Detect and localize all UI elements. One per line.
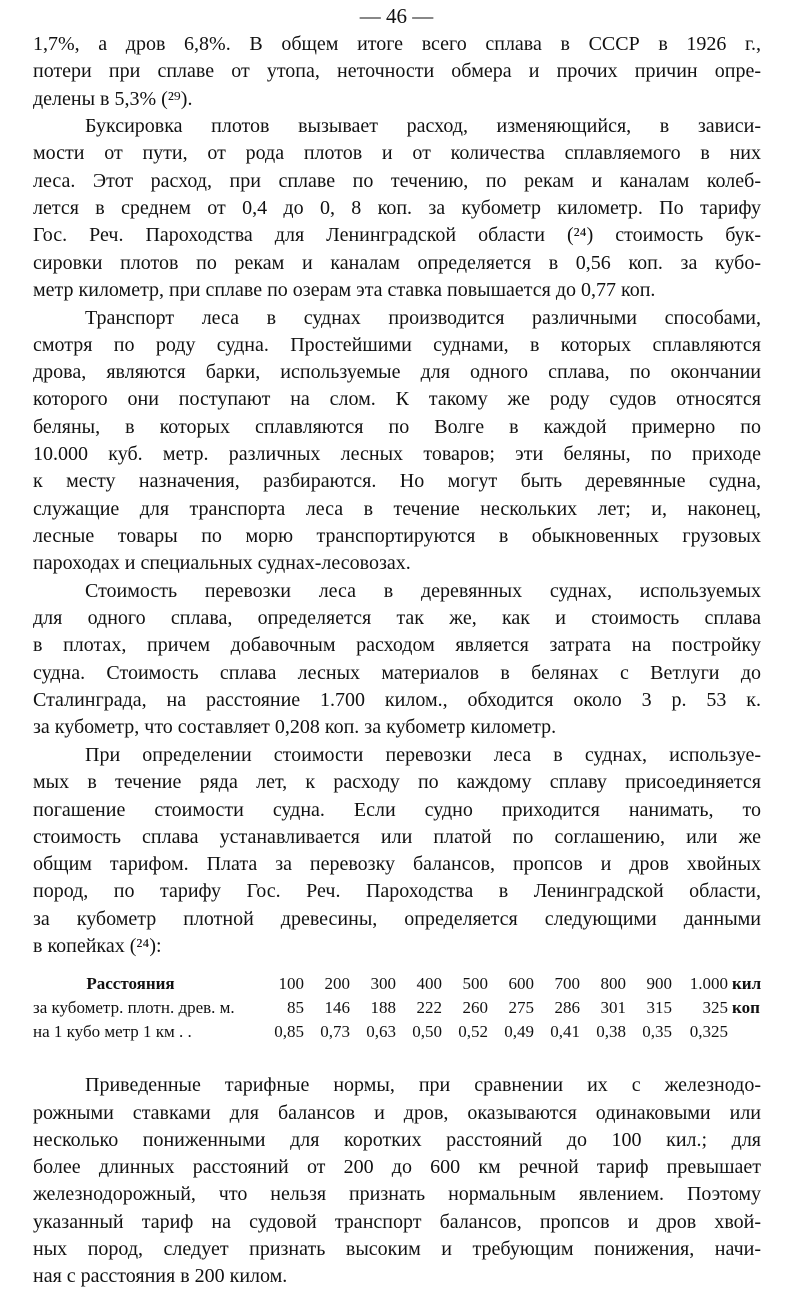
text-line: 1,7%, а дров 6,8%. В общем итоге всего сплава в СССР в 1926 г.,	[33, 33, 761, 55]
text-line: ных пород, следует признать высоким и требующим понижения, начи-	[33, 1238, 761, 1261]
paragraphs-bottom	[33, 1072, 761, 1290]
text-line: общим тарифом. Плата за перевозку балансов, пропсов и дров хвойных	[33, 853, 761, 876]
table-row-label: за кубометр. плотн. древ. м.	[33, 998, 235, 1018]
text-line: мых в течение ряда лет, к расходу по каждому сплаву присоединяется	[33, 771, 761, 794]
paragraph	[33, 113, 761, 304]
page-number: — 46 —	[359, 4, 434, 28]
text-line: для одного сплава, определяется так же, как и стоимость сплава	[33, 607, 761, 630]
text-line: пароходах и специальных суднах-лесовозах.	[33, 552, 411, 575]
table-cell: 900	[646, 974, 672, 994]
text-line: железнодорожный, что нельзя признать нормальным явлением. Поэтому	[33, 1183, 761, 1206]
table-cell: 325	[702, 998, 728, 1018]
text-line: лесные товары по морю транспортируются в обыкновенных грузовых	[33, 524, 761, 547]
table-cell: 1.000	[689, 974, 728, 994]
table-cell: 146	[324, 998, 350, 1018]
table-cell: 0,52	[458, 1022, 488, 1042]
paragraph	[33, 305, 761, 578]
table-header-cells	[258, 972, 728, 996]
table-cell: 301	[600, 998, 626, 1018]
table-cell: 800	[600, 974, 626, 994]
table-header-row	[33, 972, 761, 996]
paragraph	[33, 1072, 761, 1290]
table-cell: 600	[508, 974, 534, 994]
table-header-label: Расстояния	[86, 974, 175, 994]
text-line: ная с расстояния в 200 килом.	[33, 1265, 288, 1288]
text-line: леса. Этот расход, при сплаве по течению, по рекам и каналам колеб-	[33, 169, 761, 192]
table-cell: 260	[462, 998, 488, 1018]
text-line: При определении стоимости перевозки леса в суднах, используе-	[85, 743, 761, 766]
text-line: в копейках (²⁴):	[33, 934, 162, 957]
table-row	[33, 996, 761, 1020]
paragraphs-top	[33, 31, 761, 960]
text-line: Гос. Реч. Пароходства для Ленинградской области (²⁴) стоимость бук-	[33, 224, 761, 247]
paragraph	[33, 742, 761, 960]
table-cell: 0,50	[412, 1022, 442, 1042]
text-line: метр километр, при сплаве по озерам эта ставка повышается до 0,77 коп.	[33, 278, 656, 301]
text-line: мости от пути, от рода плотов и от количества сплавляемого в них	[33, 142, 761, 165]
table-cell: 300	[370, 974, 396, 994]
tariff-table	[33, 972, 761, 1044]
table-row-cells	[258, 1020, 728, 1044]
text-line: стоимость сплава устанавливается или платой по соглашению, или же	[33, 825, 761, 848]
table-cell: 85	[287, 998, 304, 1018]
text-line: в плотах, причем добавочным расходом является затрата на постройку	[33, 634, 761, 657]
text-line: служащие для транспорта леса в течение нескольких лет; и, наконец,	[33, 497, 761, 520]
table-row	[33, 1020, 761, 1044]
table-row-unit	[728, 1020, 732, 1044]
table-cell: 275	[508, 998, 534, 1018]
text-line: дрова, являются барки, используемые для одного сплава, по окончании	[33, 361, 761, 384]
paragraph	[33, 578, 761, 742]
text-line: которого они поступают на слом. К такому же роду судов относятся	[33, 388, 761, 411]
text-line: Сталинграда, на расстояние 1.700 килом., обходится около 3 р. 53 к.	[33, 689, 761, 712]
table-cell: 400	[416, 974, 442, 994]
table-header-unit: кил	[732, 974, 762, 994]
table-cell: 200	[324, 974, 350, 994]
table-row-unit: коп	[732, 998, 760, 1018]
text-line: смотря по роду судна. Простейшими суднами, в которых сплавляются	[33, 333, 761, 356]
text-line: делены в 5,3% (²⁹).	[33, 87, 193, 110]
table-cell: 0,73	[320, 1022, 350, 1042]
text-line: судна. Стоимость сплава лесных материалов в белянах с Ветлуги до	[33, 661, 761, 684]
table-row-label: на 1 кубо метр 1 км . .	[33, 1022, 192, 1042]
text-line: Транспорт леса в суднах производится различными способами,	[85, 306, 761, 329]
text-line: к месту назначения, разбираются. Но могут быть деревянные судна,	[33, 470, 761, 493]
text-line: сировки плотов по рекам и каналам определяется в 0,56 коп. за кубо-	[33, 251, 761, 274]
text-line: рожными ставками для балансов и дров, оказываются одинаковыми или	[33, 1101, 761, 1124]
text-line: пород, по тарифу Гос. Реч. Пароходства в Ленинградской области,	[33, 880, 761, 903]
table-cell: 0,41	[550, 1022, 580, 1042]
text-line: беляны, в которых сплавляются по Волге в каждой примерно по	[33, 415, 761, 438]
table-cell: 0,35	[642, 1022, 672, 1042]
table-cell: 315	[646, 998, 672, 1018]
text-line: более длинных расстояний от 200 до 600 км речной тариф превышает	[33, 1156, 761, 1179]
table-cell: 700	[554, 974, 580, 994]
text-line: указанный тариф на судовой транспорт балансов, пропсов и дров хвой-	[33, 1210, 761, 1233]
table-row-cells	[258, 996, 728, 1020]
text-line: потери при сплаве от утопа, неточности обмера и прочих причин опре-	[33, 60, 761, 83]
text-line: 10.000 куб. метр. различных лесных товаров; эти беляны, по приходе	[33, 443, 761, 466]
text-line: за кубометр плотной древесины, определяется следующими данными	[33, 907, 761, 930]
text-line: погашение стоимости судна. Если судно приходится нанимать, то	[33, 798, 761, 821]
text-line: несколько пониженными для коротких расстояний до 100 кил.; для	[33, 1128, 761, 1151]
table-cell: 222	[416, 998, 442, 1018]
table-cell: 188	[370, 998, 396, 1018]
text-line: Приведенные тарифные нормы, при сравнении их с железнодо-	[85, 1074, 761, 1097]
table-cell: 100	[278, 974, 304, 994]
text-line: лется в среднем от 0,4 до 0, 8 коп. за кубометр километр. По тарифу	[33, 197, 761, 220]
table-cell: 500	[462, 974, 488, 994]
text-line: Буксировка плотов вызывает расход, изменяющийся, в зависи-	[85, 115, 761, 138]
table-cell: 0,85	[274, 1022, 304, 1042]
table-cell: 286	[554, 998, 580, 1018]
paragraph	[33, 31, 761, 113]
body-text	[33, 31, 761, 1291]
table-cell: 0,63	[366, 1022, 396, 1042]
text-line: Стоимость перевозки леса в деревянных суднах, используемых	[85, 579, 761, 602]
table-cell: 0,325	[689, 1022, 728, 1042]
text-line: за кубометр, что составляет 0,208 коп. за кубометр километр.	[33, 716, 557, 739]
table-cell: 0,38	[596, 1022, 626, 1042]
table-cell: 0,49	[504, 1022, 534, 1042]
